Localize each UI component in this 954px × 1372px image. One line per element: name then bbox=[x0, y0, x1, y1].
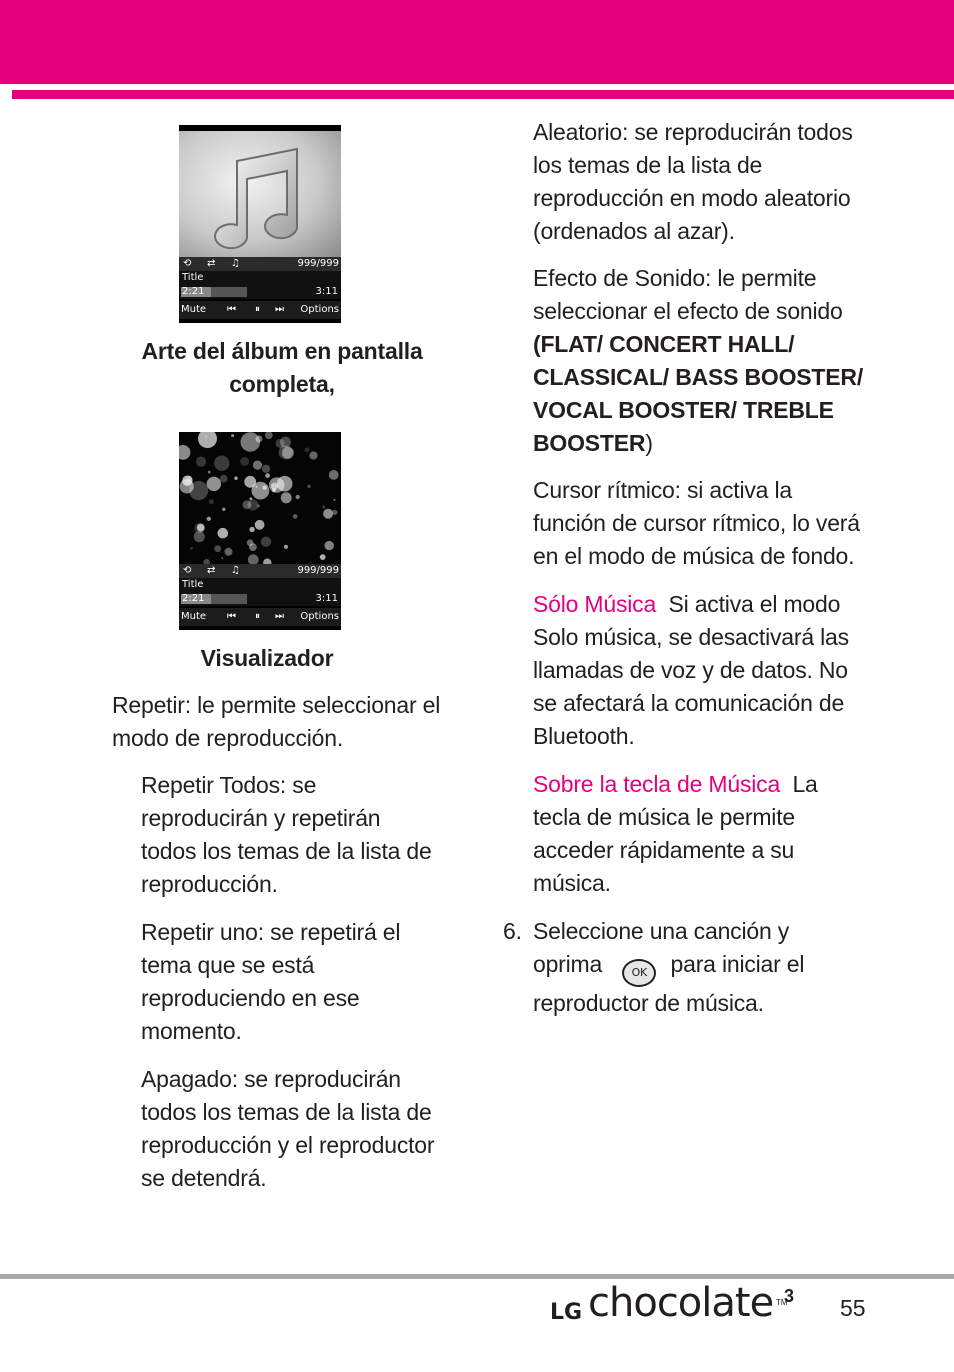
visualizer-bubble bbox=[190, 547, 193, 550]
visualizer-bubble bbox=[329, 470, 339, 480]
text-line: se afectará la comunicación de bbox=[533, 690, 845, 716]
text-line: todos los temas de la lista de bbox=[141, 838, 432, 864]
progress-bar bbox=[181, 594, 247, 604]
shuffle-icon: ⇄ bbox=[207, 258, 216, 269]
visualizer-bubble bbox=[262, 465, 270, 473]
text-line: modo de reproducción. bbox=[112, 725, 344, 751]
visualizer-bubble bbox=[218, 528, 229, 539]
visualizer-bubble bbox=[231, 434, 234, 437]
text-span: Si activa el modo bbox=[668, 591, 841, 617]
sound-effect-description bbox=[533, 262, 863, 460]
page-number: 55 bbox=[840, 1295, 866, 1321]
visualizer-bubble bbox=[281, 492, 292, 503]
rhythm-cursor-description bbox=[533, 474, 860, 573]
repeat-intro bbox=[112, 689, 440, 755]
visualizer-bubble bbox=[222, 508, 225, 511]
text-line: seleccionar el efecto de sonido bbox=[533, 298, 843, 324]
text-line: función de cursor rítmico, lo verá bbox=[533, 510, 860, 536]
visualizer-bubble bbox=[333, 499, 335, 501]
visualizer-bubble bbox=[296, 495, 300, 499]
visualizer-bubble bbox=[209, 499, 214, 504]
visualizer-bubble bbox=[332, 510, 337, 515]
text-line bbox=[533, 948, 804, 987]
text-line bbox=[533, 427, 863, 460]
visualizer-bubble bbox=[179, 445, 190, 460]
visualizer-bubble bbox=[277, 476, 293, 492]
visualizer-bubble bbox=[255, 520, 265, 530]
previous-icon: ⏮ bbox=[227, 304, 236, 315]
text-line bbox=[533, 588, 849, 621]
visualizer-bubble bbox=[225, 548, 233, 556]
visualizer-bubble bbox=[248, 554, 259, 564]
text-line: (FLAT/ CONCERT HALL/ bbox=[533, 331, 795, 357]
visualizer-bubble bbox=[198, 432, 217, 448]
text-line: CLASSICAL/ BASS BOOSTER/ bbox=[533, 364, 864, 390]
visualizer-bubble bbox=[325, 541, 334, 550]
text-line: llamadas de voz y de datos. No bbox=[533, 657, 848, 683]
music-note-icon bbox=[179, 131, 341, 257]
visualizer-bubble bbox=[323, 509, 333, 519]
visualizer-bubble bbox=[307, 485, 311, 489]
visualizer-bubble bbox=[214, 545, 221, 552]
mute-softkey: Mute bbox=[181, 611, 207, 622]
text-line: acceder rápidamente a su bbox=[533, 837, 795, 863]
visualizer-bubble bbox=[234, 477, 237, 480]
text-line: reproducción y el reproductor bbox=[141, 1132, 435, 1158]
visualizer-caption bbox=[112, 642, 422, 675]
text-line: Repetir uno: se repetirá el bbox=[141, 919, 401, 945]
text-line: Cursor rítmico: si activa la bbox=[533, 477, 792, 503]
step-6-number bbox=[503, 915, 522, 948]
visualizer-bubble bbox=[220, 475, 228, 483]
visualizer-background bbox=[179, 432, 341, 564]
pause-icon: ⏸ bbox=[255, 304, 260, 315]
logo-chocolate: chocolate bbox=[588, 1280, 774, 1326]
music-icon: ♫ bbox=[231, 565, 240, 576]
visualizer-bubble bbox=[279, 445, 293, 459]
logo-lg: LG bbox=[550, 1300, 583, 1325]
options-softkey: Options bbox=[300, 304, 339, 315]
next-icon: ⏭ bbox=[275, 611, 284, 622]
text-span: La bbox=[792, 771, 818, 797]
visualizer-bubble bbox=[205, 435, 208, 438]
time-row bbox=[179, 285, 341, 299]
logo-3: 3 bbox=[784, 1286, 795, 1306]
control-bar bbox=[179, 301, 341, 319]
music-key-description bbox=[533, 768, 818, 900]
visualizer-bubble bbox=[265, 473, 270, 478]
visualizer-bubble bbox=[241, 432, 261, 452]
next-icon: ⏭ bbox=[275, 304, 284, 315]
visualizer-bubble bbox=[240, 457, 249, 466]
text-line bbox=[533, 768, 818, 801]
total-time: 3:11 bbox=[315, 593, 338, 604]
caption-line: completa, bbox=[229, 371, 335, 397]
header-band bbox=[0, 0, 954, 84]
album-art-caption bbox=[112, 335, 452, 401]
caption-line: Visualizador bbox=[200, 645, 334, 671]
track-title bbox=[179, 271, 341, 285]
text-line: tecla de música le permite bbox=[533, 804, 795, 830]
step-number: 6. bbox=[503, 918, 522, 944]
visualizer-bubble bbox=[320, 554, 326, 560]
elapsed-time: 2:21 bbox=[182, 286, 205, 297]
visualizer-bubble bbox=[207, 477, 221, 491]
ok-key-icon bbox=[622, 959, 656, 987]
album-art-screenshot bbox=[179, 125, 341, 323]
text-line: VOCAL BOOSTER/ TREBLE bbox=[533, 397, 834, 423]
footer-rule bbox=[0, 1274, 954, 1279]
visualizer-bubble bbox=[208, 471, 211, 474]
shuffle-icon: ⇄ bbox=[207, 565, 216, 576]
text-line: reproducción en modo aleatorio bbox=[533, 185, 851, 211]
text-line: Aleatorio: se reproducirán todos bbox=[533, 119, 853, 145]
visualizer-screenshot bbox=[179, 432, 341, 630]
status-bar bbox=[179, 257, 341, 271]
visualizer-bubble bbox=[197, 524, 205, 532]
repeat-all bbox=[141, 769, 432, 901]
solo-music-description bbox=[533, 588, 849, 753]
text-line: tema que se está bbox=[141, 952, 315, 978]
visualizer-bubbles bbox=[179, 432, 341, 564]
text-line: (ordenados al azar). bbox=[533, 218, 735, 244]
mute-softkey: Mute bbox=[181, 304, 207, 315]
track-title-text: Title bbox=[182, 579, 204, 590]
visualizer-bubble bbox=[305, 448, 310, 453]
text-line: se detendrá. bbox=[141, 1165, 267, 1191]
visualizer-bubble bbox=[309, 451, 317, 459]
text-line: Repetir Todos: se bbox=[141, 772, 317, 798]
text-span: oprima bbox=[533, 951, 603, 977]
visualizer-bubble bbox=[196, 457, 206, 467]
visualizer-bubble bbox=[265, 432, 273, 439]
text-line: reproductor de música. bbox=[533, 990, 764, 1016]
text-line: momento. bbox=[141, 1018, 242, 1044]
text-line: reproducción. bbox=[141, 871, 278, 897]
previous-icon: ⏮ bbox=[227, 611, 236, 622]
step-6 bbox=[533, 915, 804, 1020]
visualizer-bubble bbox=[261, 537, 271, 547]
track-title-text: Title bbox=[182, 272, 204, 283]
repeat-icon: ⟲ bbox=[183, 565, 192, 576]
text-line: Efecto de Sonido: le permite bbox=[533, 265, 817, 291]
solo-music-label: Sólo Música bbox=[533, 591, 657, 617]
text-span: BOOSTER bbox=[533, 430, 646, 456]
text-line: reproduciendo en ese bbox=[141, 985, 360, 1011]
progress-bar bbox=[181, 287, 247, 297]
total-time: 3:11 bbox=[315, 286, 338, 297]
text-line: los temas de la lista de bbox=[533, 152, 763, 178]
visualizer-bubble bbox=[322, 506, 325, 509]
repeat-one bbox=[141, 916, 400, 1048]
control-bar bbox=[179, 608, 341, 626]
visualizer-bubble bbox=[253, 461, 262, 470]
elapsed-time: 2:21 bbox=[182, 593, 205, 604]
pause-icon: ⏸ bbox=[255, 611, 260, 622]
visualizer-bubble bbox=[284, 545, 288, 549]
visualizer-bubble bbox=[249, 543, 257, 551]
visualizer-bubble bbox=[207, 517, 211, 521]
ok-key-label: OK bbox=[631, 966, 648, 979]
repeat-icon: ⟲ bbox=[183, 258, 192, 269]
text-span: ) bbox=[645, 430, 653, 456]
visualizer-bubble bbox=[182, 476, 192, 486]
text-span: para iniciar el bbox=[670, 951, 805, 977]
text-line: Repetir: le permite seleccionar el bbox=[112, 692, 441, 718]
time-row bbox=[179, 592, 341, 606]
text-line: reproducirán y repetirán bbox=[141, 805, 381, 831]
track-count: 999/999 bbox=[297, 258, 339, 269]
logo-tm: TM bbox=[776, 1298, 788, 1307]
repeat-off bbox=[141, 1063, 434, 1195]
caption-line: Arte del álbum en pantalla bbox=[141, 338, 423, 364]
text-line: todos los temas de la lista de bbox=[141, 1099, 432, 1125]
header-rule bbox=[12, 90, 954, 99]
options-softkey: Options bbox=[300, 611, 339, 622]
music-icon: ♫ bbox=[231, 258, 240, 269]
track-count: 999/999 bbox=[297, 565, 339, 576]
visualizer-bubble bbox=[214, 456, 229, 471]
album-art-background bbox=[179, 131, 341, 257]
visualizer-bubble bbox=[247, 500, 258, 511]
music-key-label: Sobre la tecla de Música bbox=[533, 771, 781, 797]
status-bar bbox=[179, 564, 341, 578]
shuffle-description bbox=[533, 116, 853, 248]
visualizer-bubble bbox=[272, 488, 276, 492]
visualizer-bubble bbox=[252, 482, 270, 500]
visualizer-bubble bbox=[249, 527, 254, 532]
text-line: Apagado: se reproducirán bbox=[141, 1066, 401, 1092]
text-line: música. bbox=[533, 870, 611, 896]
text-line: Seleccione una canción y bbox=[533, 918, 790, 944]
text-line: en el modo de música de fondo. bbox=[533, 543, 855, 569]
visualizer-bubble bbox=[221, 557, 223, 559]
text-line: Solo música, se desactivará las bbox=[533, 624, 849, 650]
track-title bbox=[179, 578, 341, 592]
text-line: Bluetooth. bbox=[533, 723, 635, 749]
visualizer-bubble bbox=[293, 514, 298, 519]
